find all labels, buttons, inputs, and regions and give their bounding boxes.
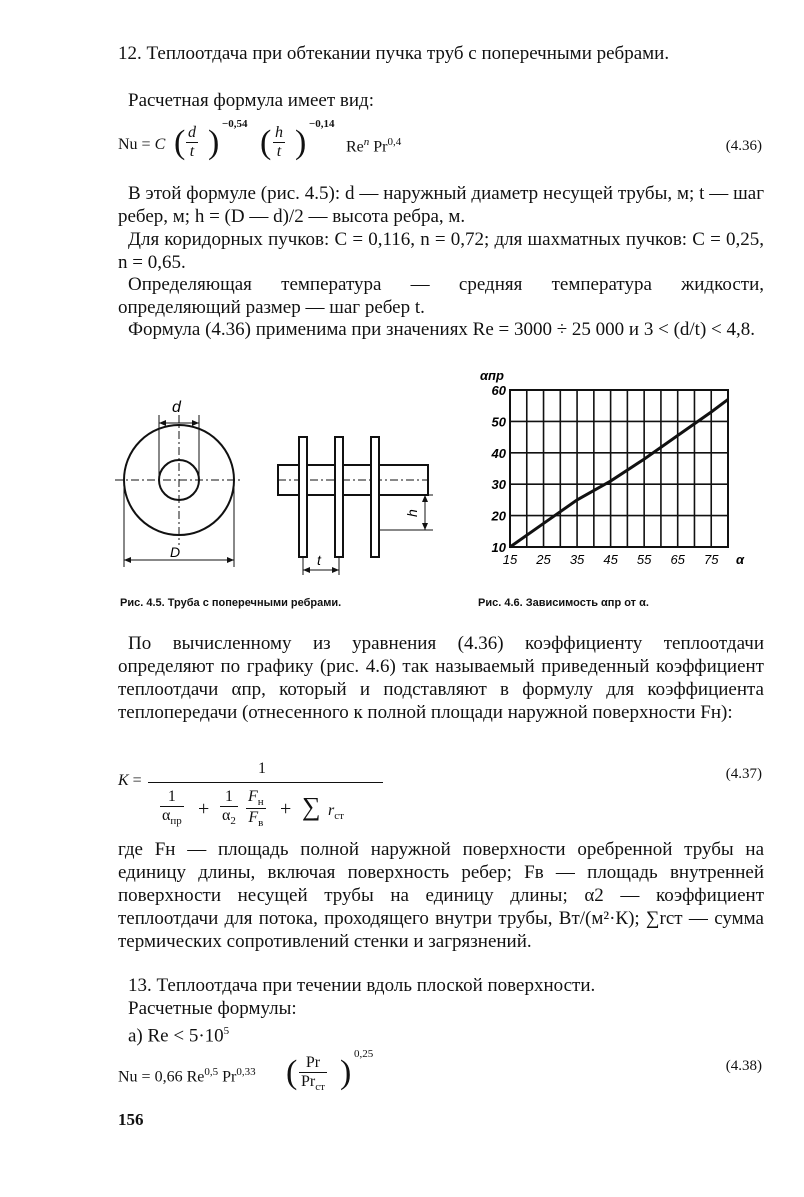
y-ticks — [491, 383, 507, 555]
figure-4-6-chart — [470, 362, 770, 582]
equation-4-38: Nu = 0,66 Re$^{0,5}$ Pr$^{0,33}$ ( $\frac{Pr}{Pr_{ст}}$ ) 0,25 (4.38) — [118, 1048, 762, 1094]
label-d: d — [172, 399, 181, 416]
rib-3 — [371, 437, 379, 557]
eq-4-36-number: (4.36) — [725, 138, 762, 154]
eq-4-37-number: (4.37) — [725, 766, 762, 782]
para-constants: Для коридорных пучков: C = 0,116, n = 0,72; для шахматных пучков: C = 0,25, n = 0,65. — [118, 229, 764, 273]
y-tick-label: 20 — [491, 508, 506, 524]
x-axis-label: α — [736, 552, 745, 567]
equation-4-36: Nu = C ( $\frac{d}{t}$ ) −0,54 ( $\frac{h}{t}$ ) −0,14 Re$^n$ Pr$^{0,4}$ (4.36) — [118, 118, 762, 161]
page-number: 156 — [118, 1110, 144, 1129]
formulas-intro: Расчетные формулы: — [128, 998, 297, 1019]
y-tick-label: 50 — [491, 414, 506, 430]
section-13-heading: 13. Теплоотдача при течении вдоль плоской поверхности. — [128, 975, 596, 996]
para-applicability: Формула (4.36) применима при значениях Re = 3000 ÷ 25 000 и 3 < (d/t) < 4,8. — [128, 319, 755, 340]
para-reduced: По вычисленному из уравнения (4.36) коэффициенту теплоотдачи определяют по графику (рис. 4.6) так называемый приведенный коэффициент теплоотдачи αпр, который и подставляют в формулу для коэффициента теплопередачи (отнесенного к полной площади наружной поверхности Fн): — [118, 633, 764, 723]
para-definitions: В этой формуле (рис. 4.5): d — наружный диаметр несущей трубы, м; t — шаг ребер, м; h = (D — d)/2 — высота ребра, м. — [118, 183, 764, 227]
label-t: t — [317, 552, 321, 568]
y-tick-label: 10 — [491, 540, 506, 555]
equation-4-37: K = 1 $\frac{1}{\alpha_{пр}}$ + $\frac{1}{\alpha_2}$ $\frac{F_н}{F_в}$ + ∑ $r_{ст}$ (4.37) — [118, 760, 762, 830]
x-ticks — [503, 552, 719, 567]
y-axis-label: αпр — [480, 368, 504, 383]
y-tick-label: 40 — [491, 445, 506, 461]
para-where: где Fн — площадь полной наружной поверхности оребренной трубы на единицу длины, включая поверхность ребер; Fв — площадь внутренней поверхности несущей трубы на единицу длины; α2 — коэффициент теплоотдачи для потока, проходящего внутри трубы, Вт/(м²·К); ∑rст — сумма термических сопротивлений стенки и загрязнений. — [118, 839, 764, 952]
rib-2 — [335, 437, 343, 557]
x-tick-label: 15 — [502, 552, 518, 567]
label-D: D — [170, 544, 181, 560]
x-tick-label: 35 — [569, 552, 585, 567]
formula-intro: Расчетная формула имеет вид: — [128, 90, 375, 111]
x-tick-label: 55 — [636, 552, 652, 567]
case-a: а) $Re < 5\cdot 10^5$ — [128, 1025, 230, 1047]
y-tick-label: 60 — [491, 383, 506, 398]
para-temperature: Определяющая температура — средняя температура жидкости, определяющий размер — шаг ребер t. — [118, 274, 764, 318]
x-tick-label: 65 — [670, 552, 685, 567]
x-tick-label: 25 — [536, 552, 551, 567]
section-12-heading: 12. Теплоотдача при обтекании пучка труб с поперечными ребрами. — [118, 43, 670, 64]
eq-4-38-number: (4.38) — [725, 1058, 762, 1074]
figure-4-6-caption: Рис. 4.6. Зависимость αпр от α. — [478, 597, 649, 609]
y-tick-label: 30 — [491, 477, 506, 493]
figure-4-5 — [115, 385, 445, 585]
label-h: h — [404, 509, 420, 517]
figure-4-5-caption: Рис. 4.5. Труба с поперечными ребрами. — [120, 597, 342, 609]
x-tick-label: 75 — [703, 552, 719, 567]
rib-1 — [299, 437, 307, 557]
x-tick-label: 45 — [603, 552, 618, 567]
